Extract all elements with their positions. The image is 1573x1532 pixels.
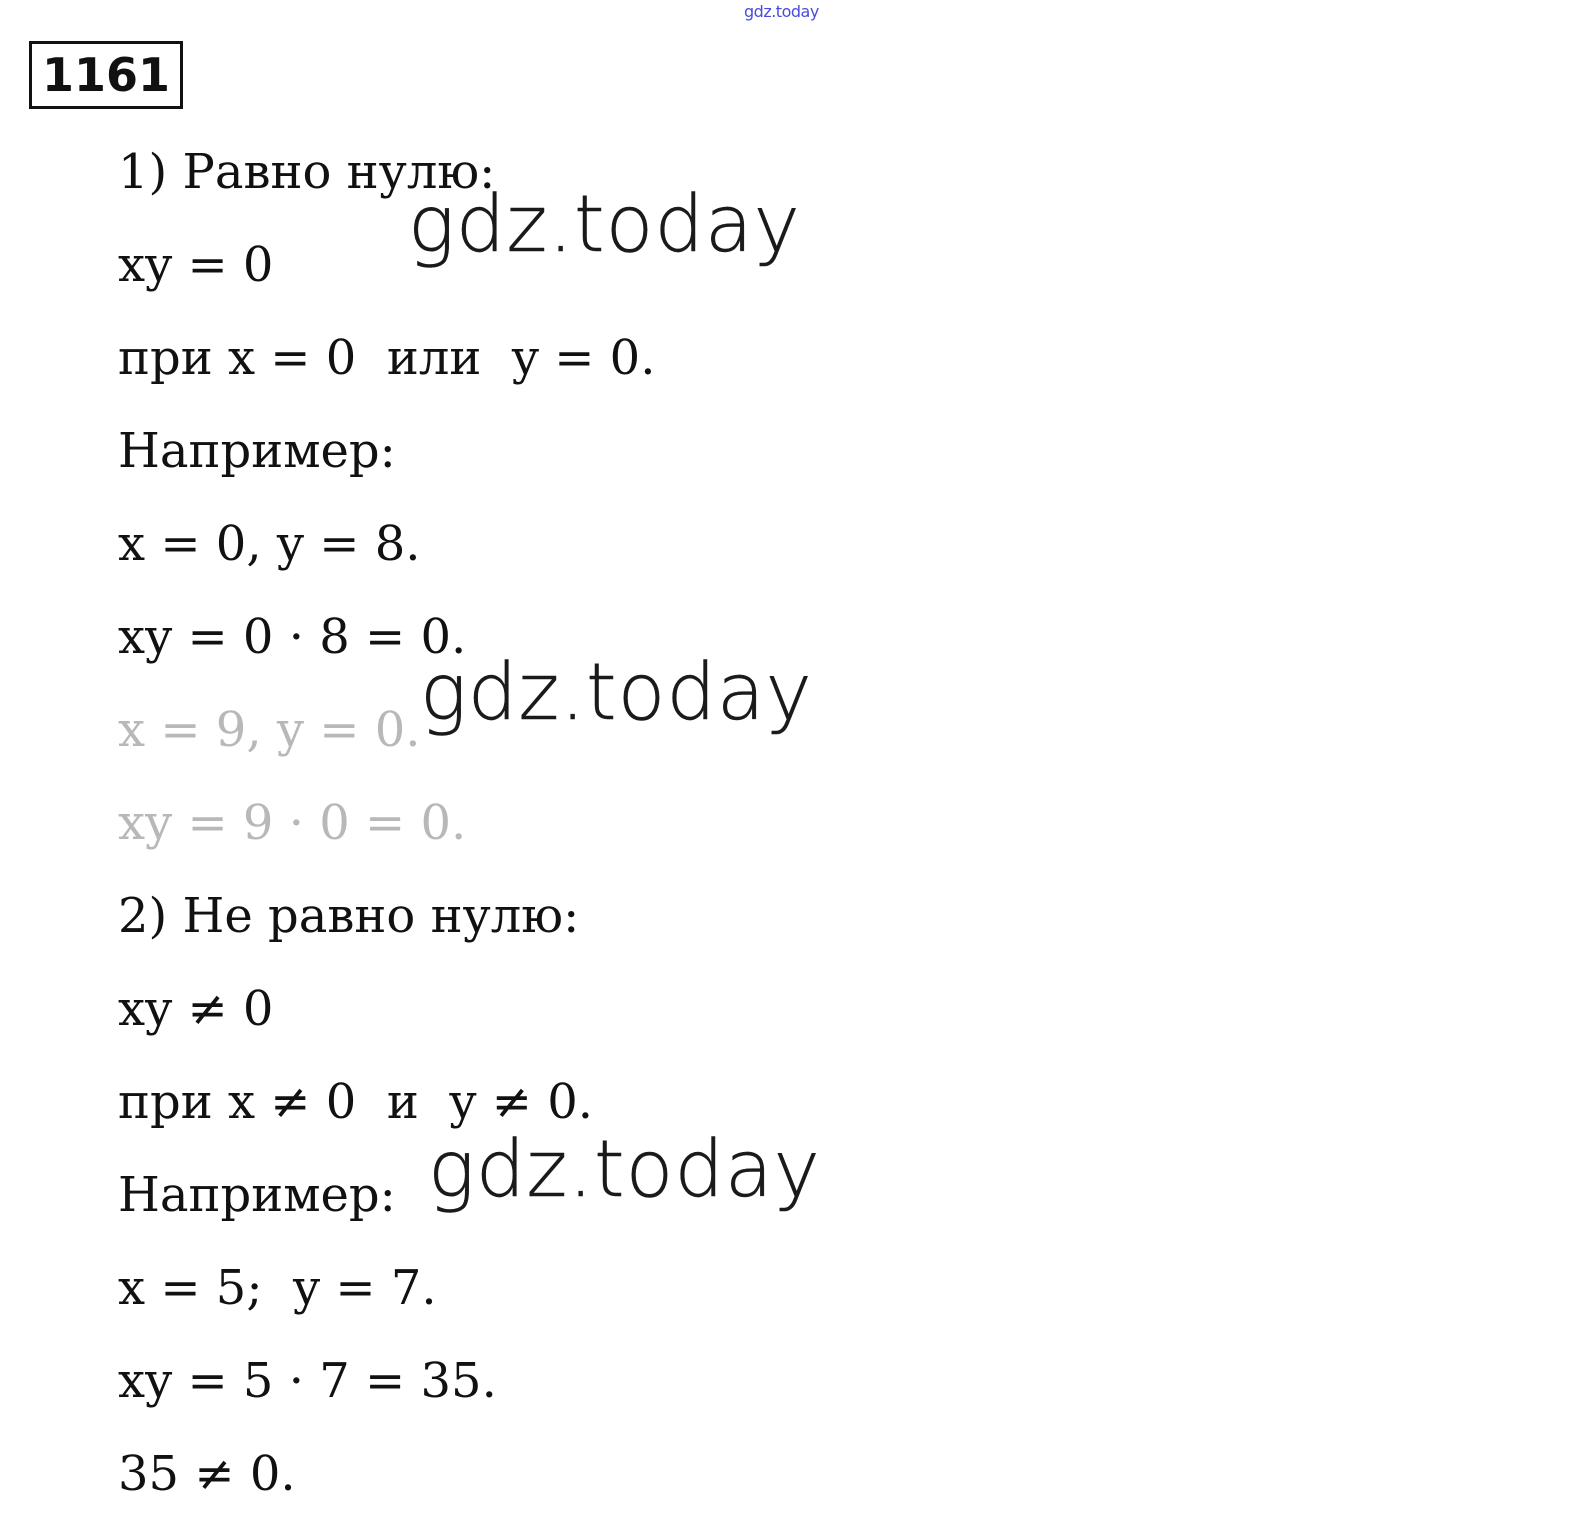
equation-line: xy = 0 · 8 = 0. bbox=[118, 609, 467, 665]
equation-line: x = 5; y = 7. bbox=[118, 1260, 437, 1316]
example-label: Например: bbox=[118, 423, 396, 479]
section-2-heading: 2) Не равно нулю: bbox=[118, 888, 580, 944]
task-number-box: 1161 bbox=[29, 41, 183, 109]
section-1-heading: 1) Равно нулю: bbox=[118, 144, 496, 200]
condition-line: при x = 0 или y = 0. bbox=[118, 330, 656, 386]
condition-line: при x ≠ 0 и y ≠ 0. bbox=[118, 1074, 593, 1130]
solution-content bbox=[118, 137, 655, 1532]
equation-line: xy ≠ 0 bbox=[118, 981, 274, 1037]
equation-line: x = 9, y = 0. bbox=[118, 702, 421, 758]
equation-line: xy = 5 · 7 = 35. bbox=[118, 1353, 497, 1409]
watermark: gdz.today bbox=[428, 1125, 821, 1215]
equation-line: 35 ≠ 0. bbox=[118, 1446, 296, 1502]
equation-line: xy = 0 bbox=[118, 237, 274, 293]
watermark: gdz.today bbox=[420, 648, 813, 738]
watermark: gdz.today bbox=[408, 180, 801, 270]
top-watermark: gdz.today bbox=[744, 2, 819, 21]
equation-line: x = 0, y = 8. bbox=[118, 516, 421, 572]
equation-line: xy = 9 · 0 = 0. bbox=[118, 795, 467, 851]
example-label: Например: bbox=[118, 1167, 396, 1223]
